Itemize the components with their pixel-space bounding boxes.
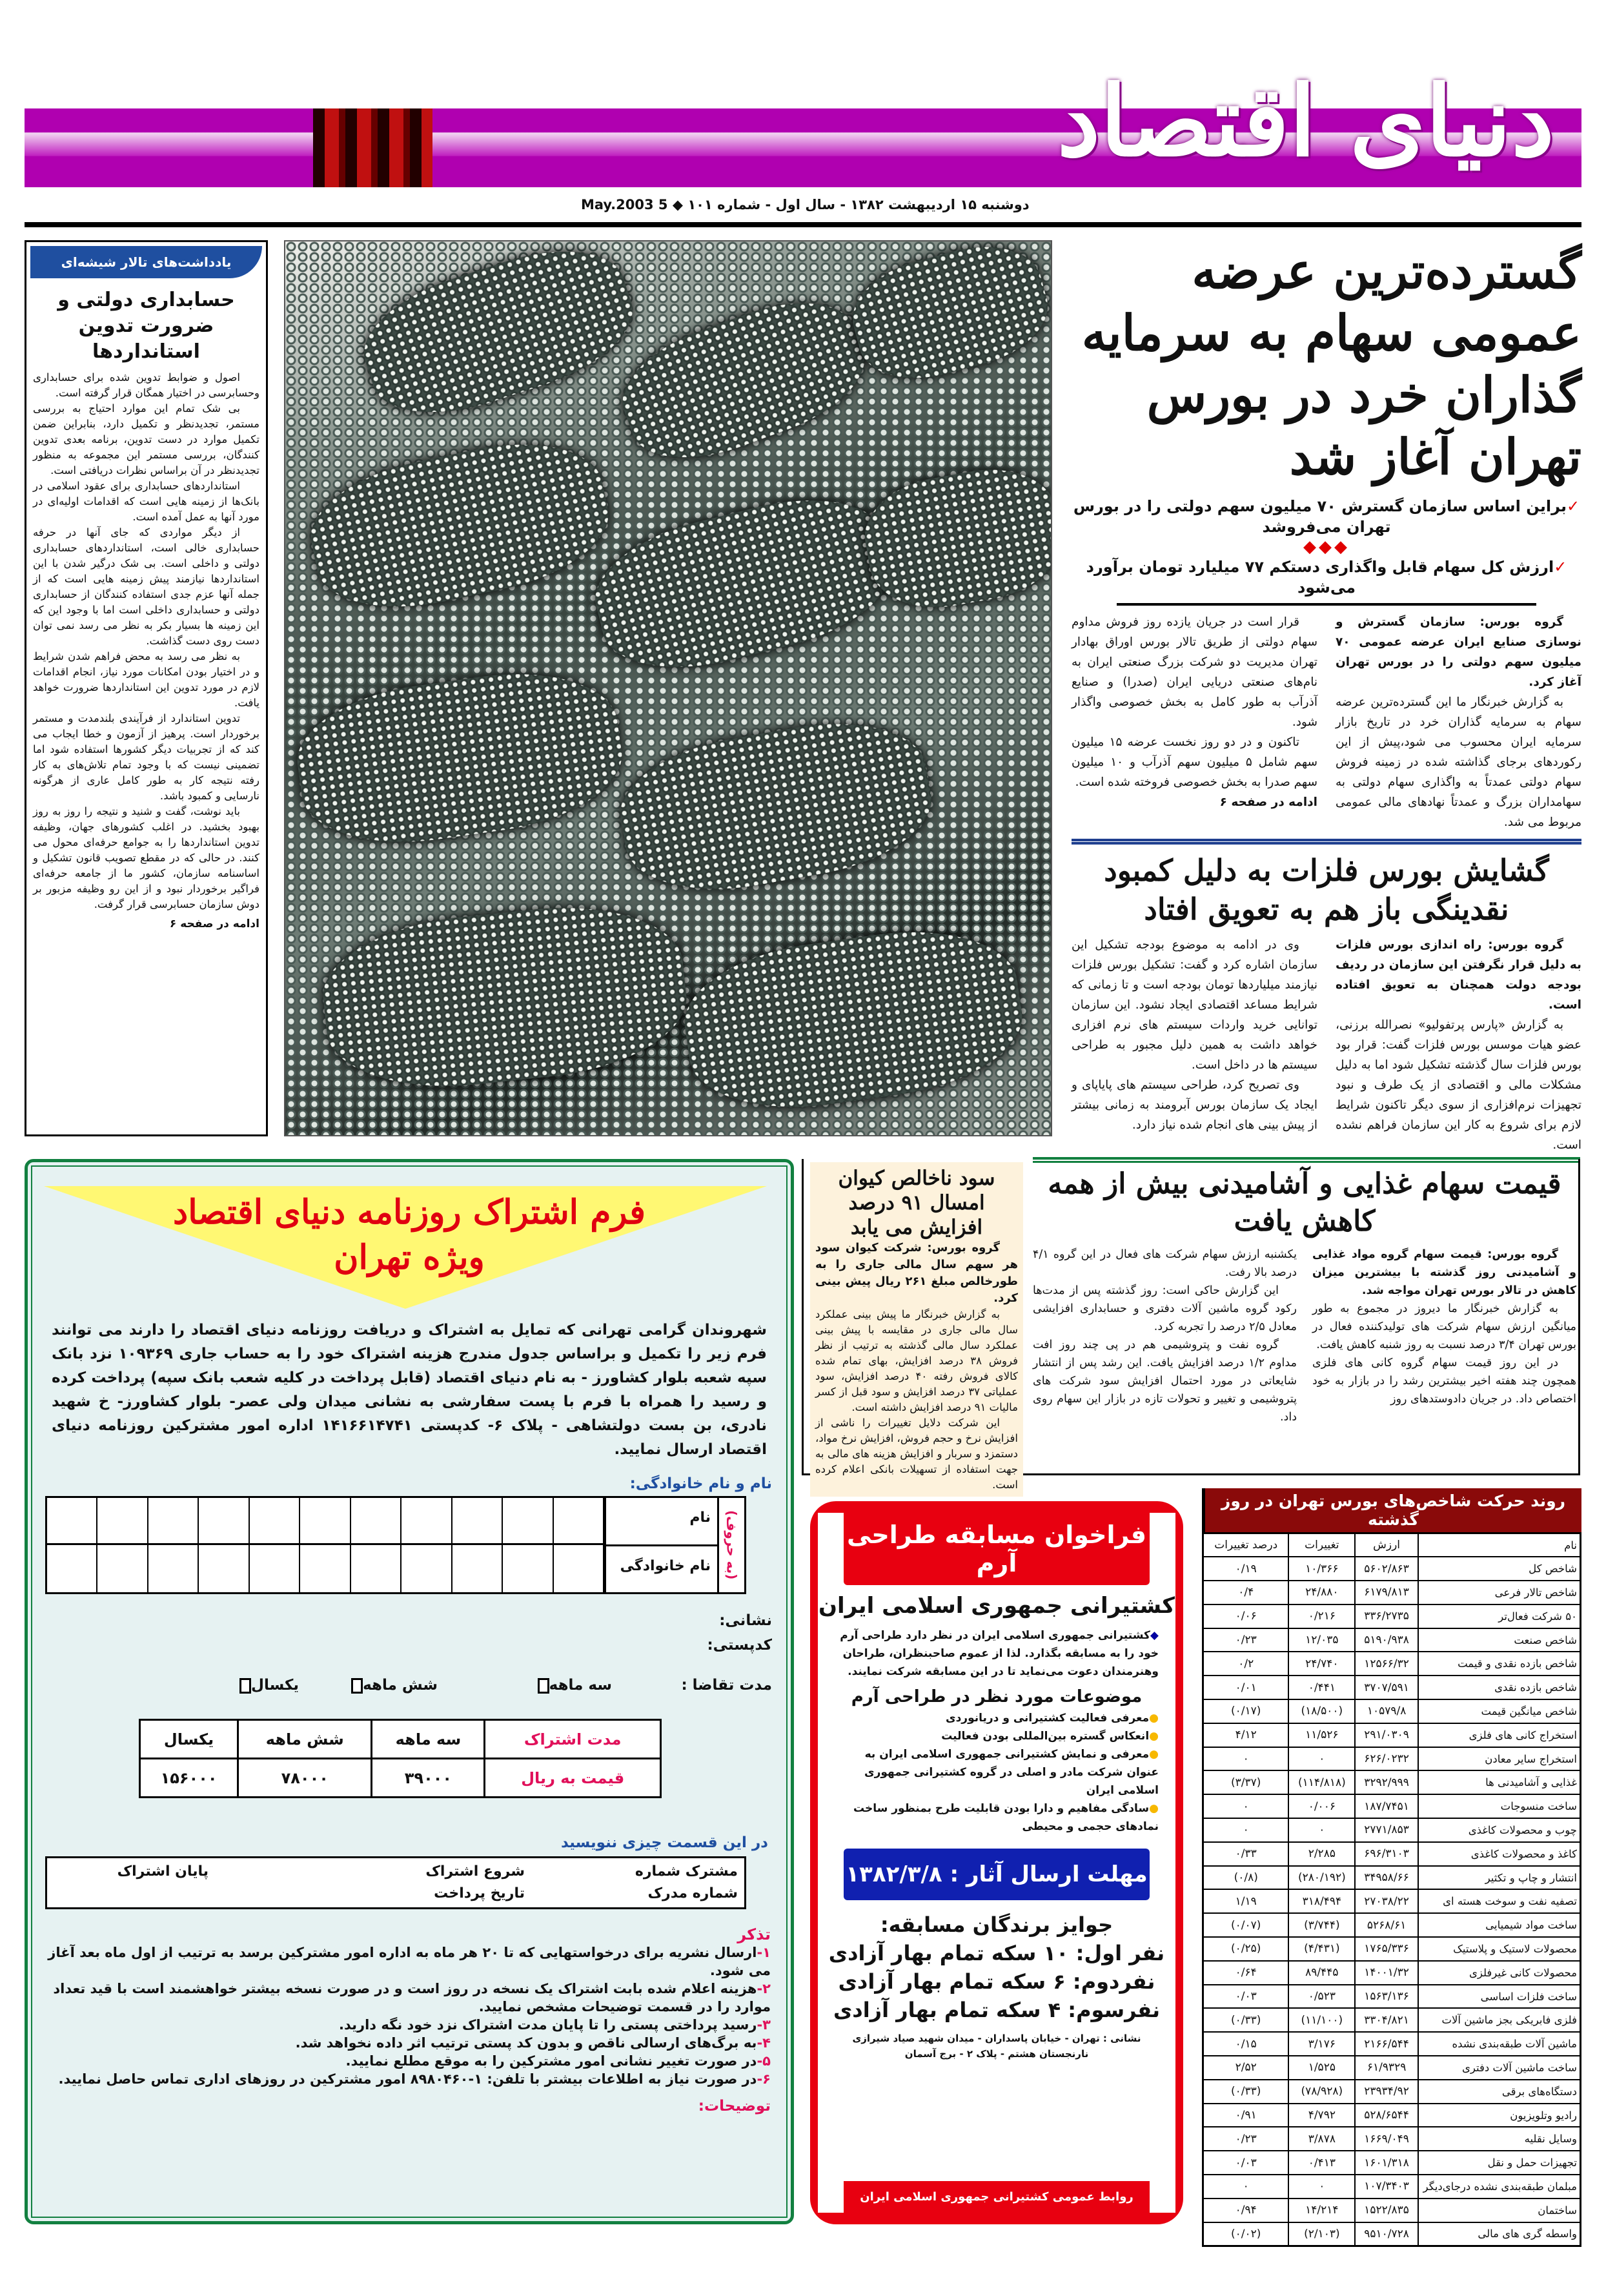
index-change-percent: ۱/۱۹ bbox=[1203, 1889, 1289, 1913]
index-change-percent: (۳/۳۷) bbox=[1203, 1770, 1289, 1794]
letter-box[interactable] bbox=[503, 1498, 553, 1545]
index-change: ۱۰/۳۶۶ bbox=[1288, 1557, 1355, 1581]
table-row bbox=[1203, 1818, 1581, 1842]
form-subtitle: ویژه تهران bbox=[334, 1238, 485, 1277]
table-row bbox=[1203, 1723, 1581, 1747]
index-change-percent: ۰/۰۳ bbox=[1203, 1985, 1289, 2009]
checkbox[interactable] bbox=[239, 1678, 251, 1694]
index-value: ۱۵۶۳/۱۳۶ bbox=[1355, 1985, 1418, 2009]
index-change-percent: ۰/۱۵ bbox=[1203, 2032, 1289, 2056]
index-name: محصولات کانی غیرفلزی bbox=[1418, 1961, 1581, 1985]
index-value: ۶۹۶/۳۱۰۳ bbox=[1355, 1842, 1418, 1866]
index-value: ۱۷۶۵/۳۳۶ bbox=[1355, 1937, 1418, 1961]
table-row bbox=[1203, 1842, 1581, 1866]
column-header: ارزش bbox=[1355, 1533, 1418, 1557]
index-name: ۵۰ شرکت فعال‌تر bbox=[1418, 1604, 1581, 1628]
index-value: ۲۹۱/۰۳۰۹ bbox=[1355, 1723, 1418, 1747]
index-value: ۱۶۶۹/۰۴۹ bbox=[1355, 2127, 1418, 2151]
table-title: روند حرکت شاخص‌های بورس تهران در روز گذشته bbox=[1202, 1488, 1581, 1532]
topics-title: موضوعات مورد نظر در طراحی آرم bbox=[851, 1687, 1143, 1707]
paragraph: گروه نفت و پتروشیمی هم در پی چند روز افت مداوم ۱/۲ درصد افزایش یافت. این رشد پس از انتشار شایعاتی در مورد احتمال افزایش سود شرکت های پتروشیمی و تغییر و تحولات تازه در بازار این سهام روی داد. bbox=[1033, 1338, 1297, 1424]
index-value: ۹۵۱۰/۷۲۸ bbox=[1355, 2222, 1418, 2246]
index-change-percent: (۰/۰۲) bbox=[1203, 2222, 1289, 2246]
index-name: مبلمان طبقه‌بندی نشده درجای‌دیگر bbox=[1418, 2175, 1581, 2199]
ad-intro: کشتیرانی جمهوری اسلامی ایران در نظر دارد طراحی آرم خود را به مسابقه بگذارد. لذا از عموم صاحبنظران، طراحان وهنرمندان دعوت می‌نماید تا در این مسابقه شرکت نمایند. bbox=[840, 1629, 1159, 1678]
table-row bbox=[1203, 1889, 1581, 1913]
table-row bbox=[1203, 1866, 1581, 1890]
index-change: ۰ bbox=[1288, 1747, 1355, 1771]
index-name: تجهیزات حمل و نقل bbox=[1418, 2151, 1581, 2175]
index-value: ۱۴۰۰۱/۳۲ bbox=[1355, 1961, 1418, 1985]
topic-item: ●معرفی فعالیت کشتیرانی و دریانوردی bbox=[946, 1712, 1159, 1725]
paragraph: بی شک تمام این موارد احتیاج به بررسی مستمر، تجدیدنظر و تکمیل دارد، بنابراین ضمن تکمیل موارد در دست تدوین، برنامه بعدی تدوین کنندگان، بررسی مستمر این مجموعه به منظور تجدیدنظر در آن براساس نظرات دریافتی است. bbox=[33, 402, 259, 477]
index-change-percent: ۰/۰۶ bbox=[1203, 1604, 1289, 1628]
index-change: ۰/۲۱۶ bbox=[1288, 1604, 1355, 1628]
check-icon: ✓ bbox=[1567, 497, 1580, 515]
name-grid bbox=[45, 1496, 746, 1594]
paragraph: به گزارش «پارس پرتفولیو» نصرالله برزنی، عضو هیات موسس بورس فلزات گفت: قرار بود بورس فلزات سال گذشته تشکیل شود اما به دلیل مشکلات مالی و اقتصادی از یک طرف و نبود تجهیزات نرم‌افزاری از سوی دیگر تاکنون شرایط لازم برای شروع به کار این سازمان فراهم نشده است. bbox=[1336, 1018, 1581, 1152]
table-row bbox=[1203, 1747, 1581, 1771]
index-change: ۰/۴۱۳ bbox=[1288, 2151, 1355, 2175]
form-title: فرم اشتراک روزنامه دنیای اقتصاد bbox=[173, 1193, 645, 1232]
index-value: ۱۶۰۱/۳۱۸ bbox=[1355, 2151, 1418, 2175]
index-change-percent: (۰/۳۳) bbox=[1203, 2008, 1289, 2032]
index-name: غذایی و آشامیدنی ها bbox=[1418, 1770, 1581, 1794]
paragraph: به نظر می رسد به محض فراهم شدن شرایط و در اختیار بودن امکانات مورد نیاز، انجام اقدامات لازم در مورد تدوین این استانداردها ضرورت خواهد یافت. bbox=[33, 650, 259, 709]
index-change: ۲۴/۷۴۰ bbox=[1288, 1652, 1355, 1676]
paragraph: وی در ادامه به موضوع بودجه تشکیل این سازمان اشاره کرد و گفت: تشکیل بورس فلزات نیازمند میلیاردها تومان بودجه است و تا زمانی که شرایط مساعد اقتصادی ایجاد نشود. این سازمان توانایی خرید واردات سیستم های نرم افزاری خواهد داشت به همین دلیل مجبور به طراحی سیستم ها در داخل است. bbox=[1072, 938, 1317, 1072]
index-change-percent: ۰ bbox=[1203, 2175, 1289, 2199]
index-name: واسطه گری های مالی bbox=[1418, 2222, 1581, 2246]
table-row bbox=[1203, 2199, 1581, 2222]
index-name: دستگاه‌های برقی bbox=[1418, 2080, 1581, 2104]
table-row bbox=[1203, 1628, 1581, 1652]
ad-subtitle: کشتیرانی جمهوری اسلامی ایران bbox=[818, 1593, 1175, 1619]
index-change-percent: ۰ bbox=[1203, 1747, 1289, 1771]
table-row bbox=[1203, 1937, 1581, 1961]
table-row bbox=[1203, 1770, 1581, 1794]
letter-box[interactable] bbox=[554, 1545, 604, 1592]
letter-box[interactable] bbox=[199, 1498, 249, 1545]
bullet-icon: ● bbox=[1149, 1802, 1159, 1815]
ad-address: نشانی : تهران - خیابان پاسداران - میدان شهید صیاد شیرازی نارنجستان هشتم - پلاک ۲ - برج آسمان bbox=[852, 2033, 1141, 2060]
index-name: کاغذ و محصولات کاغذی bbox=[1418, 1842, 1581, 1866]
index-change-percent: ۰/۰۱ bbox=[1203, 1676, 1289, 1699]
index-value: ۶۱/۹۳۲۹ bbox=[1355, 2056, 1418, 2080]
index-change: (۴/۴۳۱) bbox=[1288, 1937, 1355, 1961]
index-change: ۰ bbox=[1288, 1818, 1355, 1842]
in-letters-label: (به حروف) bbox=[717, 1498, 744, 1592]
continued-link[interactable]: ادامه در صفحه ۶ bbox=[1219, 795, 1317, 809]
index-value: ۳۷۰۷/۵۹۱ bbox=[1355, 1676, 1418, 1699]
letter-box[interactable] bbox=[148, 1498, 199, 1545]
table-row bbox=[1203, 2008, 1581, 2032]
subhead: ✓براین اساس سازمان گسترش ۷۰ میلیون سهم دولتی را در بورس تهران می‌فروشد bbox=[1073, 497, 1580, 536]
index-change-percent: ۰ bbox=[1203, 1818, 1289, 1842]
index-change: ۳/۱۷۶ bbox=[1288, 2032, 1355, 2056]
opinion-column bbox=[25, 240, 268, 1136]
letter-box[interactable] bbox=[250, 1498, 300, 1545]
lead-paragraph: گروه بورس: قیمت سهام گروه مواد غذایی و آشامیدنی روز گذشته با بیشترین میزان کاهش در تالار بورس تهران مواجه شد. bbox=[1312, 1248, 1576, 1297]
index-change: ۰/۰۰۶ bbox=[1288, 1794, 1355, 1818]
table-row bbox=[1203, 2080, 1581, 2104]
index-change: ۱۱/۵۲۶ bbox=[1288, 1723, 1355, 1747]
index-change-percent: ۰/۴ bbox=[1203, 1581, 1289, 1604]
checkbox[interactable] bbox=[538, 1678, 549, 1694]
letter-box[interactable] bbox=[503, 1545, 553, 1592]
table-row bbox=[1203, 2056, 1581, 2080]
index-change: (۱۱۴/۸۱۸) bbox=[1288, 1770, 1355, 1794]
lead-paragraph: گروه بورس: شرکت کیوان سود هر سهم سال مالی جاری را به طورخالص مبلغ ۲۶۱ ریال پیش بینی کرد. bbox=[815, 1241, 1018, 1305]
index-change: ۰ bbox=[1288, 2175, 1355, 2199]
newspaper-logo: دنیای اقتصاد bbox=[1057, 65, 1554, 178]
table-row bbox=[1203, 2175, 1581, 2199]
row-label: مدت اشتراک bbox=[485, 1720, 661, 1759]
check-icon: ✓ bbox=[1554, 558, 1567, 576]
office-use-box: مشترک شماره شروع اشتراک پایان اشتراک شماره مدرک تاریخ پرداخت bbox=[45, 1856, 746, 1909]
divider bbox=[1117, 603, 1536, 606]
address-label: نشانی: bbox=[719, 1612, 772, 1629]
metals-story bbox=[1072, 851, 1581, 1155]
checkbox[interactable] bbox=[351, 1678, 363, 1694]
table-row bbox=[1203, 1676, 1581, 1699]
index-change-percent: ۴/۱۲ bbox=[1203, 1723, 1289, 1747]
index-change-percent: (۰/۱۷) bbox=[1203, 1699, 1289, 1723]
index-name: شاخص بازده نقدی bbox=[1418, 1676, 1581, 1699]
row-label: قیمت به ریال bbox=[485, 1759, 661, 1798]
index-value: ۱۸۷/۷۴۵۱ bbox=[1355, 1794, 1418, 1818]
table-header-row bbox=[1203, 1533, 1581, 1557]
index-value: ۵۱۹۰/۹۳۸ bbox=[1355, 1628, 1418, 1652]
index-change: ۳/۸۷۸ bbox=[1288, 2127, 1355, 2151]
index-change: ۰/۴۴۱ bbox=[1288, 1676, 1355, 1699]
letter-box[interactable] bbox=[300, 1498, 351, 1545]
masthead-photo bbox=[313, 108, 432, 187]
logo-contest-ad bbox=[810, 1501, 1183, 2224]
letter-box[interactable] bbox=[452, 1498, 503, 1545]
index-value: ۵۶۰۲/۸۶۳ bbox=[1355, 1557, 1418, 1581]
table-row bbox=[1203, 1604, 1581, 1628]
index-name: شاخص تالار فرعی bbox=[1418, 1581, 1581, 1604]
index-value: ۲۷۰۳۸/۲۲ bbox=[1355, 1889, 1418, 1913]
letter-box[interactable] bbox=[47, 1545, 97, 1592]
food-story bbox=[1033, 1165, 1576, 1426]
divider bbox=[1072, 839, 1581, 845]
diamond-separator-icon: ◆◆◆ bbox=[1303, 537, 1350, 557]
index-name: وسایل نقلیه bbox=[1418, 2127, 1581, 2151]
postal-code-label: کدپستی: bbox=[707, 1637, 772, 1654]
table-row bbox=[1203, 2104, 1581, 2127]
index-change-percent: ۲/۵۲ bbox=[1203, 2056, 1289, 2080]
table-row bbox=[1203, 1794, 1581, 1818]
notes-title: تذکر bbox=[737, 1925, 771, 1943]
index-change: ۳۱۸/۴۹۴ bbox=[1288, 1889, 1355, 1913]
lead-paragraph: گروه بورس: راه اندازی بورس فلزات به دلیل قرار نگرفتن این سازمان در ردیف بودجه دولت همچنان به تعویق افتاده است. bbox=[1336, 938, 1581, 1012]
last-name-label: نام خانوادگی bbox=[620, 1557, 711, 1574]
topic-item: ●انعکاس گستره بین‌المللی بودن فعالیت bbox=[941, 1730, 1159, 1743]
index-name: انتشار و چاپ و تکثیر bbox=[1418, 1866, 1581, 1890]
story-headline: سود ناخالص کیوان امسال ۹۱ درصد افزایش می یابد bbox=[838, 1167, 995, 1239]
remarks-label: توضیحات: bbox=[698, 2098, 771, 2115]
index-change-percent: ۰/۹۴ bbox=[1203, 2199, 1289, 2222]
paragraph: تدوین استاندارد از فرآیندی بلندمدت و مستمر برخوردار است. پرهیز از آزمون و خطا ایجاب می کند که از تجربیات دیگر کشورها استفاده شود اما تضمینی نیست که با وجود تمام تلاش‌های به کار رفته نتیجه کار به طور کامل عاری از هرگونه نارسایی و کمبود باشد. bbox=[33, 712, 259, 802]
subhead: ✓ارزش کل سهام قابل واگذاری دستکم ۷۷ میلیارد تومان برآورد می‌شود bbox=[1086, 558, 1567, 597]
table-row bbox=[1203, 1961, 1581, 1985]
column-band: یادداشت‌های تالار شیشه‌ای bbox=[30, 246, 262, 278]
column-header: تغییرات bbox=[1288, 1533, 1355, 1557]
option-three-months[interactable]: سه ماهه bbox=[538, 1677, 612, 1694]
index-name: ماشین آلات طبقه‌بندی نشده bbox=[1418, 2032, 1581, 2056]
deadline-banner: مهلت ارسال آثار : ۱۳۸۲/۳/۸ bbox=[844, 1849, 1150, 1900]
index-value: ۱۲۵۶۶/۳۲ bbox=[1355, 1652, 1418, 1676]
index-name: محصولات لاستیک و پلاستیک bbox=[1418, 1937, 1581, 1961]
note-item: ۳-رسید پرداختی پستی را تا پایان مدت اشتراک نزد خود نگه دارید. bbox=[339, 2017, 771, 2033]
continued-link[interactable]: ادامه در صفحه ۶ bbox=[169, 917, 259, 930]
index-change: ۸۹/۴۴۵ bbox=[1288, 1961, 1355, 1985]
prizes-title: جوایز برندگان مسابقه: bbox=[880, 1912, 1113, 1937]
index-change-percent: ۰/۳۳ bbox=[1203, 1842, 1289, 1866]
index-change-percent: ۰/۹۱ bbox=[1203, 2104, 1289, 2127]
duration-label: مدت تقاضا : bbox=[681, 1677, 772, 1694]
table-row bbox=[1203, 1581, 1581, 1604]
index-change: ۱۴/۲۱۴ bbox=[1288, 2199, 1355, 2222]
index-value: ۶۲۶/۰۲۳۲ bbox=[1355, 1747, 1418, 1771]
letter-box[interactable] bbox=[97, 1498, 148, 1545]
index-name: استخراج کانی های فلزی bbox=[1418, 1723, 1581, 1747]
letter-box[interactable] bbox=[554, 1498, 604, 1545]
index-change: ۱/۵۲۵ bbox=[1288, 2056, 1355, 2080]
note-item: ۶-در صورت نیاز به اطلاعات بیشتر با تلفن: ۱-۸۹۸۰۴۶۰ امور مشترکین در روزهای اداری تماس حاصل نمایید. bbox=[58, 2071, 771, 2087]
letter-box[interactable] bbox=[199, 1545, 249, 1592]
letter-box[interactable] bbox=[402, 1498, 452, 1545]
paragraph: تاکنون و در دو روز نخست عرضه ۱۵ میلیون سهم شامل ۵ میلیون سهم آذرآب و ۱۰ میلیون سهم صدرا به بخش خصوصی فروخته شده است. bbox=[1072, 735, 1317, 789]
index-change: (۱۸/۵۰۰) bbox=[1288, 1699, 1355, 1723]
paragraph: یکشنبه ارزش سهام شرکت های فعال در این گروه ۴/۱ درصد بالا رفت. bbox=[1033, 1248, 1297, 1279]
index-change-percent: (۰/۳۳) bbox=[1203, 2080, 1289, 2104]
index-change-percent: ۰/۰۳ bbox=[1203, 2151, 1289, 2175]
letter-box[interactable] bbox=[47, 1498, 97, 1545]
paragraph: به گزارش خبرنگار ما پیش بینی عملکرد سال مالی جاری در مقایسه با پیش بینی عملکرد سال مالی گذشته به ترتیب از نظر فروش ۳۸ درصد افزایش، بهای تمام شده کالای فروش رفته ۴۰ درصد افزایش، سود عملیاتی ۳۷ درصد افزایش و سود قبل از کسر مالیات ۹۱ درصد افزایش داشته است. bbox=[815, 1308, 1018, 1413]
letter-box[interactable] bbox=[97, 1545, 148, 1592]
bullet-icon: ● bbox=[1149, 1712, 1159, 1725]
prize: نفرسوم: ۴ سکه تمام بهار آزادی bbox=[833, 1998, 1161, 2022]
index-change: ۲۴/۸۸۰ bbox=[1288, 1581, 1355, 1604]
price-table: مدت اشتراک سه ماهه شش ماهه یکسال قیمت به ریال ۳۹۰۰۰ ۷۸۰۰۰ ۱۵۶۰۰۰ bbox=[139, 1719, 662, 1798]
index-name: ساخت ماشین آلات دفتری bbox=[1418, 2056, 1581, 2080]
prize: نفر اول: ۱۰ سکه تمام بهار آزادی bbox=[828, 1941, 1165, 1965]
note-item: ۲-هزینه اعلام شده بابت اشتراک یک نسخه در روز است و در صورت نسخه بیشتر خواهشمند است با قید تعداد موارد را در قسمت توضیحات مشخص نمایید. bbox=[53, 1981, 771, 2014]
index-name: شاخص کل bbox=[1418, 1557, 1581, 1581]
masthead-rule bbox=[25, 222, 1581, 227]
dateline: دوشنبه ۱۵ اردیبهشت ۱۳۸۲ - سال اول - شماره ۱۰۱ ◆ 5 May.2003 bbox=[581, 197, 1030, 212]
topic-item: ●سادگی مفاهیم و دارا بودن قابلیت طرح بمنظور ساخت نمادهای حجمی و محیطی bbox=[853, 1802, 1159, 1833]
index-name: شاخص صنعت bbox=[1418, 1628, 1581, 1652]
index-value: ۶۱۷۹/۸۱۳ bbox=[1355, 1581, 1418, 1604]
ad-title: فراخوان مسابقه طراحی آرم bbox=[844, 1513, 1150, 1585]
name-section-label: نام و نام خانوادگی: bbox=[629, 1475, 772, 1492]
keyvan-story bbox=[810, 1162, 1023, 1497]
paragraph: اصول و ضوابط تدوین شده برای حسابداری وحسابرسی در اختیار همگان قرار گرفته است. bbox=[33, 371, 259, 399]
index-value: ۳۳۰۴/۸۲۱ bbox=[1355, 2008, 1418, 2032]
index-name: شاخص میانگین قیمت bbox=[1418, 1699, 1581, 1723]
index-change: (۳/۷۴۴) bbox=[1288, 1913, 1355, 1937]
index-name: چوب و محصولات کاغذی bbox=[1418, 1818, 1581, 1842]
prize: نفردوم: ۶ سکه تمام بهار آزادی bbox=[838, 1969, 1155, 1994]
table-row bbox=[1203, 2127, 1581, 2151]
index-value: ۵۲۸/۶۵۴۴ bbox=[1355, 2104, 1418, 2127]
index-value: ۲۷۷۱/۸۵۳ bbox=[1355, 1818, 1418, 1842]
index-change: (۲۸۰/۱۹۲) bbox=[1288, 1866, 1355, 1890]
table-row bbox=[1203, 2032, 1581, 2056]
column-header: نام bbox=[1418, 1533, 1581, 1557]
letter-box[interactable] bbox=[300, 1545, 351, 1592]
index-table-section bbox=[1202, 1488, 1581, 2247]
paragraph: وی تصریح کرد، طراحی سیستم های پایاپای و ایجاد یک سازمان بورس آبرومند به زمانی بیشتر از پیش بینی های انجام شده نیاز دارد. bbox=[1072, 1078, 1317, 1132]
letter-box[interactable] bbox=[452, 1545, 503, 1592]
letter-box[interactable] bbox=[351, 1545, 402, 1592]
paragraph: از دیگر مواردی که جای آنها در حرفه حسابداری خالی است، استانداردهای حسابداری دولتی و داخلی است. بی شک درگیر شدن با این استانداردها نیازمند پیش زمینه هایی است که از جمله آنها عزم جدی استفاده کنندگان از حسابداری دولتی و حسابداری داخلی است اما با وجود این که این زمینه ها بسیار بکر به نظر می رسد نمی توان دست روی دست گذاشت. bbox=[33, 526, 259, 647]
index-name: ساختمان bbox=[1418, 2199, 1581, 2222]
main-story-body bbox=[1072, 612, 1581, 832]
index-value: ۲۳۹۳۴/۹۲ bbox=[1355, 2080, 1418, 2104]
index-change-percent: ۰/۲ bbox=[1203, 1652, 1289, 1676]
index-change: (۱۱/۱۰۰) bbox=[1288, 2008, 1355, 2032]
paragraph: استانداردهای حسابداری برای عقود اسلامی در بانک‌ها از زمینه هایی است که اقدامات اولیه‌ای در مورد آنها به عمل آمده است. bbox=[33, 480, 259, 523]
story-headline: قیمت سهام غذایی و آشامیدنی بیش از همه کاهش یافت bbox=[1048, 1167, 1561, 1238]
index-change-percent: ۰ bbox=[1203, 1794, 1289, 1818]
index-change-percent: (۰/۰۷) bbox=[1203, 1913, 1289, 1937]
index-value: ۲۱۶۶/۵۴۴ bbox=[1355, 2032, 1418, 2056]
index-change-percent: (۰/۲۵) bbox=[1203, 1937, 1289, 1961]
index-value: ۱۵۲۲/۸۳۵ bbox=[1355, 2199, 1418, 2222]
table-row bbox=[1203, 1985, 1581, 2009]
main-subheads bbox=[1072, 496, 1581, 606]
index-change: ۱۲/۰۳۵ bbox=[1288, 1628, 1355, 1652]
index-name: فلزی فابریکی بجز ماشین آلات bbox=[1418, 2008, 1581, 2032]
bullet-icon: ◆ bbox=[1150, 1629, 1159, 1642]
option-one-year[interactable]: یکسال bbox=[239, 1677, 299, 1694]
paragraph: این شرکت دلایل تغییرات را ناشی از افزایش نرخ و حجم فروش، افزایش نرخ مواد، دستمزد و سربار و افزایش هزینه های مالی به جهت استفاده از تسهیلات بانکی اعلام کرده است. bbox=[815, 1417, 1018, 1491]
letter-box[interactable] bbox=[148, 1545, 199, 1592]
lead-paragraph: گروه بورس: سازمان گسترش و نوسازی صنایع ایران عرضه عمومی ۷۰ میلیون سهم دولتی را در بورس تهران آغاز کرد. bbox=[1336, 615, 1581, 689]
index-value: ۱۰۵۷۹/۸ bbox=[1355, 1699, 1418, 1723]
index-table bbox=[1202, 1532, 1581, 2247]
steel-rebar-photo bbox=[284, 240, 1052, 1136]
paragraph: به گزارش خبرنگار ما دیروز در مجموع به طور میانگین ارزش سهام شرکت های تولیدکننده فعال در بورس تهران ۳/۴ درصد نسبت به روز شنبه کاهش یافت. bbox=[1312, 1302, 1576, 1351]
index-name: تصفیه نفت و سوخت هسته ای bbox=[1418, 1889, 1581, 1913]
index-change: (۲/۱۰۳) bbox=[1288, 2222, 1355, 2246]
column-body bbox=[30, 370, 262, 912]
paragraph: باید نوشت، گفت و شنید و نتیجه را روز به روز بهبود بخشید. در اغلب کشورهای جهان، وظیفه تدوین استانداردها را به جوامع حرفه‌ای محول می کنند. در حالی که در مقطع تصویب قانون تشکیل و اساسنامه سازمان، کشور ما از جامعه حرفه‌ای فراگیر برخوردار نبود و از این رو وظیفه مزبور بر دوش سازمان حسابرسی قرار گرفت. bbox=[33, 805, 259, 910]
note-item: ۱-ارسال نشریه برای درخواستهایی که تا ۲۰ هر ماه به اداره امور مشترکین برسد به ترتیب از اول ماه بعد آغاز می شود. bbox=[48, 1945, 771, 1978]
index-value: ۳۲۹۲/۹۹۹ bbox=[1355, 1770, 1418, 1794]
index-change: ۲/۲۸۵ bbox=[1288, 1842, 1355, 1866]
index-name: ساخت منسوجات bbox=[1418, 1794, 1581, 1818]
letter-box[interactable] bbox=[351, 1498, 402, 1545]
index-change-percent: ۰/۱۹ bbox=[1203, 1557, 1289, 1581]
form-intro: شهروندان گرامی تهرانی که تمایل به اشتراک و دریافت روزنامه دنیای اقتصاد را دارند می توانند فرم زیر را تکمیل و براساس جدول مندرج هزینه اشتراک خود را به حساب جاری ۱۰۹۳۶۹ نزد بانک سپه شعبه بلوار کشاورز - به نام دنیای اقتصاد (قابل پرداخت در کلیه شعب بانک سپه) پرداخت کرده و رسید را همراه با فرم با پست سفارشی به نشانی میدان ولی عصر- بلوار کشاورز- خ شهید نادری، بن بست دولتشاهی - پلاک ۶- کدپستی ۱۴۱۶۶۱۴۷۴۱ اداره امور مشترکین روزنامه دنیای اقتصاد ارسال نمایید. bbox=[52, 1322, 767, 1458]
index-name: استخراج سایر معادن bbox=[1418, 1747, 1581, 1771]
note-item: ۴-به برگ‌های ارسالی ناقص و بدون کد پستی ترتیب اثر داده نخواهد شد. bbox=[295, 2035, 771, 2051]
index-name: ساخت مواد شیمیایی bbox=[1418, 1913, 1581, 1937]
column-header: درصد تغییرات bbox=[1203, 1533, 1289, 1557]
table-row bbox=[1203, 1557, 1581, 1581]
subscription-form bbox=[25, 1159, 794, 2224]
note-item: ۵-در صورت تغییر نشانی امور مشترکین را به موقع مطلع نمایید. bbox=[345, 2053, 771, 2069]
ad-footer: روابط عمومی کشتیرانی جمهوری اسلامی ایران bbox=[844, 2181, 1150, 2213]
main-headline: گسترده‌ترین عرضه عمومی سهام به سرمایه گذاران خرد در بورس تهران آغاز شد bbox=[1081, 242, 1581, 486]
index-name: ساخت فلزات اساسی bbox=[1418, 1985, 1581, 2009]
bullet-icon: ● bbox=[1149, 1730, 1159, 1743]
column-title: حسابداری دولتی و ضرورت تدوین استانداردها bbox=[57, 289, 235, 363]
table-row bbox=[1203, 2222, 1581, 2246]
index-name: رادیو وتلویزیون bbox=[1418, 2104, 1581, 2127]
index-value: ۳۳۶/۲۷۳۵ bbox=[1355, 1604, 1418, 1628]
office-use-label: در این قسمت چیزی ننویسید bbox=[560, 1834, 768, 1851]
option-six-months[interactable]: شش ماهه bbox=[351, 1677, 438, 1694]
index-change-percent: ۰/۲۳ bbox=[1203, 2127, 1289, 2151]
index-change-percent: (۰/۸) bbox=[1203, 1866, 1289, 1890]
index-change: ۰/۵۲۳ bbox=[1288, 1985, 1355, 2009]
letter-box[interactable] bbox=[402, 1545, 452, 1592]
index-value: ۱۰۷/۳۴۰۳ bbox=[1355, 2175, 1418, 2199]
letter-boxes bbox=[47, 1498, 604, 1592]
index-change-percent: ۰/۶۴ bbox=[1203, 1961, 1289, 1985]
story-headline: گشایش بورس فلزات به دلیل کمبود نقدینگی باز هم به تعویق افتاد bbox=[1104, 853, 1549, 927]
paragraph: قرار است در جریان یازده روز فروش مداوم سهام دولتی از طریق تالار بورس اوراق بهادار تهران مدیریت دو شرکت بزرگ صنعتی ایران به نام‌های صنعتی دریایی ایران (صدرا) و صنایع آذرآب به طور کامل به بخش خصوصی واگذار شود. bbox=[1072, 615, 1317, 729]
notes bbox=[48, 1925, 771, 2115]
index-value: ۳۴۹۵۸/۶۶ bbox=[1355, 1866, 1418, 1890]
paragraph: به گزارش خبرنگار ما این گسترده‌ترین عرضه سهام به سرمایه گذاران خرد در تاریخ بازار سرمایه ایران محسوب می شود،پیش از این رکوردهای برجای گذاشته شده در زمینه فروش سهام دولتی عمدتاً به واگذاری سهام دولتی به سهامداران بزرگ و عمدتاً نهادهای مالی عمومی مربوط می شد. bbox=[1336, 695, 1581, 829]
index-change: ۴/۷۹۲ bbox=[1288, 2104, 1355, 2127]
table-row bbox=[1203, 1913, 1581, 1937]
index-name: شاخص بازده نقدی و قیمت bbox=[1418, 1652, 1581, 1676]
index-value: ۵۲۶۸/۶۱ bbox=[1355, 1913, 1418, 1937]
index-change-percent: ۰/۲۳ bbox=[1203, 1628, 1289, 1652]
topic-item: ●معرفی و نمایش کشتیرانی جمهوری اسلامی ایران به عنوان شرکت مادر و اصلی در گروه کشتیرانی جمهوری اسلامی ایران bbox=[864, 1748, 1159, 1797]
paragraph: این گزارش حاکی است: روز گذشته پس از مدت‌ها رکود گروه ماشین آلات دفتری و حسابداری افزایشی معادل ۲/۵ درصد را تجربه کرد. bbox=[1033, 1284, 1297, 1333]
table-row bbox=[1203, 1652, 1581, 1676]
right-column bbox=[1072, 240, 1581, 1155]
index-change: (۷۸/۹۲۸) bbox=[1288, 2080, 1355, 2104]
table-row bbox=[1203, 1699, 1581, 1723]
paragraph: در این روز قیمت سهام گروه کانی های فلزی همچون چند هفته اخیر بیشترین رشد را در بازار به خود اختصاص داد. در جریان دادوستدهای روز bbox=[1312, 1357, 1576, 1406]
first-name-label: نام bbox=[606, 1498, 717, 1546]
letter-box[interactable] bbox=[250, 1545, 300, 1592]
bullet-icon: ● bbox=[1149, 1748, 1159, 1761]
table-row bbox=[1203, 2151, 1581, 2175]
